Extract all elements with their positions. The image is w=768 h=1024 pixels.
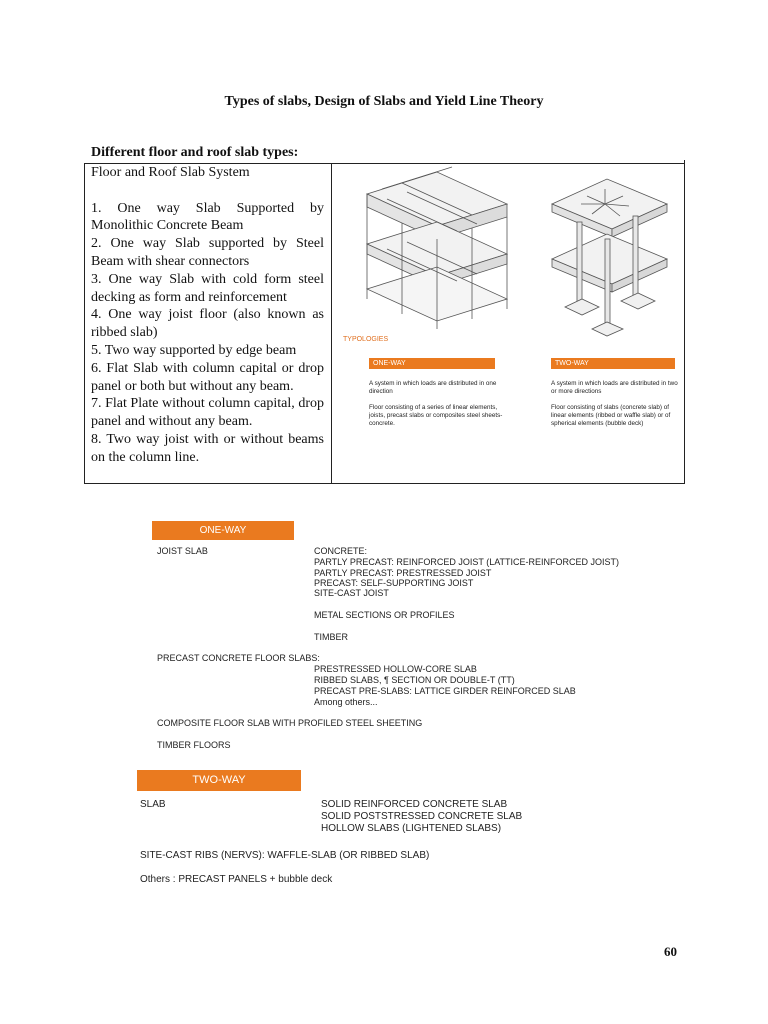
table-border-tick <box>684 160 685 164</box>
two-way-header-bar: TWO-WAY <box>137 770 301 791</box>
figure-one-way-desc1: A system in which loads are distributed in one direction <box>369 380 497 395</box>
table-column-divider <box>331 164 332 483</box>
structure-illustrations <box>337 164 682 344</box>
figure-one-way-label: ONE-WAY <box>369 358 495 369</box>
page-number: 60 <box>664 944 677 959</box>
table-blank-line <box>91 182 324 200</box>
precast-item-2: RIBBED SLABS, ¶ SECTION OR DOUBLE-T (TT) <box>314 675 515 685</box>
figure-two-way-label: TWO-WAY <box>551 358 675 369</box>
two-way-flat-slab-drawing <box>552 179 667 336</box>
composite-floor-slab: COMPOSITE FLOOR SLAB WITH PROFILED STEEL SHEETING <box>157 718 423 728</box>
joist-item-3: PARTLY PRECAST: PRESTRESSED JOIST <box>314 568 492 578</box>
timber-floors: TIMBER FLOORS <box>157 740 231 750</box>
slab-item-1: SOLID REINFORCED CONCRETE SLAB <box>321 799 508 810</box>
one-way-frame-drawing <box>367 167 507 329</box>
slab-label: SLAB <box>140 799 166 810</box>
document-title: Types of slabs, Design of Slabs and Yield Line Theory <box>224 94 544 109</box>
table-item-3: 3. One way Slab with cold form steel decking as form and reinforcement <box>91 271 324 305</box>
table-header: Floor and Roof Slab System <box>91 165 250 180</box>
precast-item-3: PRECAST PRE-SLABS: LATTICE GIRDER REINFORCED SLAB <box>314 686 576 696</box>
table-item-2: 2. One way Slab supported by Steel Beam with shear connectors <box>91 236 324 269</box>
others-line: Others : PRECAST PANELS + bubble deck <box>140 874 333 885</box>
figure-one-way-desc2: Floor consisting of a series of linear elements, joists, precast slabs or composites steel sheets-concrete. <box>369 404 503 427</box>
table-item-8: 8. Two way joist with or without beams on the column line. <box>91 431 324 465</box>
slab-item-2: SOLID POSTSTRESSED CONCRETE SLAB <box>321 811 523 822</box>
table-item-7: 7. Flat Plate without column capital, drop panel and without any beam. <box>91 396 324 430</box>
table-item-4: 4. One way joist floor (also known as ribbed slab) <box>91 307 324 341</box>
joist-item-2: PARTLY PRECAST: REINFORCED JOIST (LATTICE-REINFORCED JOIST) <box>314 557 620 567</box>
timber-label: TIMBER <box>314 632 349 642</box>
precast-item-4: Among others... <box>314 697 378 707</box>
table-item-6: 6. Flat Slab with column capital or drop panel or both but without any beam. <box>91 360 324 394</box>
joist-item-1: CONCRETE: <box>314 546 368 556</box>
site-cast-ribs: SITE-CAST RIBS (NERVS): WAFFLE-SLAB (OR RIBBED SLAB) <box>140 850 430 861</box>
table-item-1: 1. One way Slab Supported by Monolithic Concrete Beam <box>91 200 324 234</box>
typologies-label: TYPOLOGIES <box>343 336 389 343</box>
metal-sections: METAL SECTIONS OR PROFILES <box>314 610 455 620</box>
joist-slab-label: JOIST SLAB <box>157 546 208 556</box>
table-text-cell <box>91 164 324 467</box>
precast-label: PRECAST CONCRETE FLOOR SLABS: <box>157 653 320 663</box>
table-item-5: 5. Two way supported by edge beam <box>91 342 297 358</box>
slab-typologies-figure <box>337 164 682 483</box>
slab-types-table <box>84 163 685 484</box>
section-heading: Different floor and roof slab types: <box>91 145 299 160</box>
precast-item-1: PRESTRESSED HOLLOW-CORE SLAB <box>314 664 477 674</box>
one-way-header-bar: ONE-WAY <box>152 521 294 540</box>
figure-two-way-desc1: A system in which loads are distributed in two or more directions <box>551 380 678 395</box>
joist-item-5: SITE-CAST JOIST <box>314 588 389 598</box>
slab-item-3: HOLLOW SLABS (LIGHTENED SLABS) <box>321 823 502 834</box>
figure-two-way-desc2: Floor consisting of slabs (concrete slab) of linear elements (ribbed or waffle slab) or of spherical elements (bubble deck) <box>551 404 671 427</box>
joist-item-4: PRECAST: SELF-SUPPORTING JOIST <box>314 578 474 588</box>
